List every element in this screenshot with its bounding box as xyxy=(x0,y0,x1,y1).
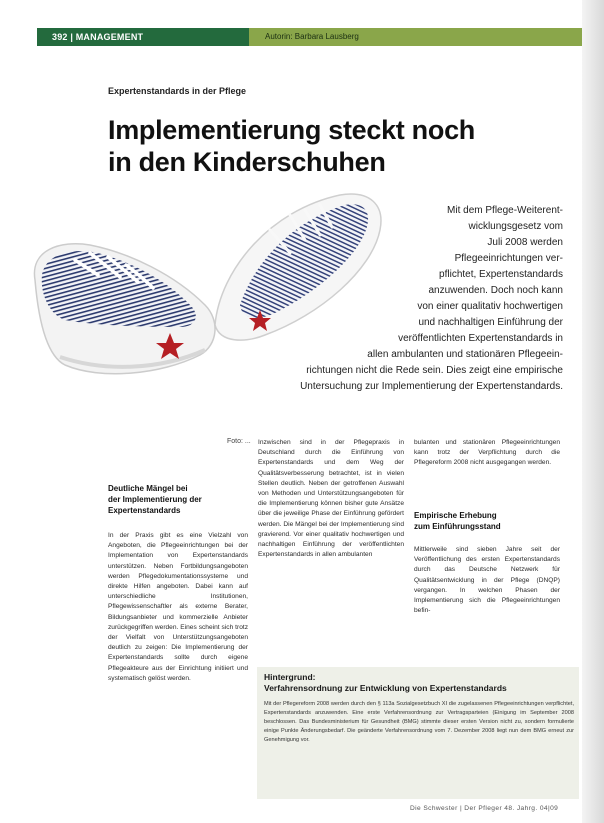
intro-line-11: richtungen nicht die Rede sein. Dies zeigt eine empirische xyxy=(306,365,563,376)
intro-line-3: Juli 2008 werden xyxy=(487,237,563,248)
right-shoe xyxy=(215,194,381,340)
section-label: 392 | MANAGEMENT xyxy=(37,28,249,46)
col1-body xyxy=(108,531,248,799)
col3-body-bottom xyxy=(414,545,560,661)
intro-line-7: von einer qualitativ hochwertigen xyxy=(417,301,563,312)
col3-paragraph-bottom: Mittlerweile sind sieben Jahre seit der Veröffentlichung des ersten Expertenstandards durch das Deutsche Netzwerk für Qualitätsentwicklung in der Pflege (DNQP) vergangen. In welchen Phasen der Implementierung sich die Pflegeeinrichtungen befin- xyxy=(414,546,560,615)
intro-line-4: Pflegeeinrichtungen ver- xyxy=(454,253,563,264)
page-footer: Die Schwester | Der Pfleger 48. Jahrg. 04|09 xyxy=(410,805,559,812)
intro-line-9: veröffentlichten Expertenstandards in xyxy=(398,333,563,344)
header-bar xyxy=(0,28,582,46)
intro-line-6: anzuwenden. Doch noch kann xyxy=(428,285,563,296)
col3-heading xyxy=(414,510,564,532)
photo-credit: Foto: ... xyxy=(227,438,251,445)
box-title-line-2: Verfahrensordnung zur Entwicklung von Expertenstandards xyxy=(264,683,507,693)
left-shoe xyxy=(34,244,215,374)
col3-heading-line-2: zum Einführungsstand xyxy=(414,522,501,531)
box-body xyxy=(264,700,574,745)
col1-heading-line-3: Expertenstandards xyxy=(108,506,181,515)
intro-line-12: Untersuchung zur Implementierung der Expertenstandards. xyxy=(300,381,563,392)
intro-line-5: pflichtet, Expertenstandards xyxy=(439,269,563,280)
baby-shoes-photo xyxy=(20,175,420,435)
col1-paragraph: In der Praxis gibt es eine Vielzahl von Angeboten, die Pflegeeinrichtungen bei der Implementation von Expertenstandards unterstützen. Neben Fortbildungsangeboten werden Pflegedokumentationssysteme und direkte Hilfen angeboten. Dabei kann auf unterschiedliche Institutionen, Pflegewissenschaftler als externe Berater, Bildungsanbieter und kommerzielle Anbieter zurückgegriffen werden. Eines scheint sich trotz der Vielfalt von Unterstützungsangeboten deutlich zu zeigen: Die Implementierung der Expertenstandards sollte durch eigene Pflegeakteure aus der Einrichtung initiiert und systematisch gelöst werden. xyxy=(108,532,248,682)
col1-heading-line-1: Deutliche Mängel bei xyxy=(108,484,188,493)
intro-line-10: allen ambulanten und stationären Pflegeein- xyxy=(367,349,563,360)
intro-line-8: und nachhaltigen Einführung der xyxy=(418,317,563,328)
box-title-line-1: Hintergrund: xyxy=(264,672,316,682)
box-title xyxy=(264,672,574,694)
intro-line-1: Mit dem Pflege-Weiterent- xyxy=(447,205,563,216)
title-line-1: Implementierung steckt noch xyxy=(108,115,475,145)
col2-body xyxy=(258,438,404,660)
col3-paragraph-top: bulanten und stationären Pflegeeinrichtungen kann trotz der Verpflichtung durch die Pflegereform 2008 nicht ausgegangen werden. xyxy=(414,439,560,467)
col3-heading-line-1: Empirische Erhebung xyxy=(414,511,497,520)
author-line: Autorin: Barbara Lausberg xyxy=(249,28,582,46)
box-paragraph: Mit der Pflegereform 2008 werden durch den § 113a Sozialgesetzbuch XI die zugelassenen Pflegeeinrichtungen verpflichtet, Expertenstandards anzuwenden. Eine erste Verfahrensordnung zur Vertragsparteien (Einigung im September 2008 beschlossen. Das Bundesministerium für Gesundheit (BMG) stimmte dieser ersten Version nicht zu, sondern formulierte einige Punkte Änderungsbedarf. Die geänderte Verfahrensordnung vom 7. Dezember 2008 liegt nun dem BMG erneut zur Genehmigung vor. xyxy=(264,701,574,743)
col1-heading xyxy=(108,483,248,516)
intro-line-2: wicklungsgesetz vom xyxy=(468,221,563,232)
col2-paragraph: Inzwischen sind in der Pflegepraxis in Deutschland durch die Einführung von Expertenstandards und dem Weg der Qualitätsverbesserung betrachtet, ist in vielen Stellen deutlich. Neben der getroffenen Auswahl von Methoden und Unterstützungsangeboten für die Implementierung können bisher gute Ansätze über die jeweilige Phase der Einführung gefördert werden. Die Mängel bei der Implementierung sind gravierend. Vor einer qualitativ hochwertigen und nachhaltigen Einführung der veröffentlichten Expertenstandards in allen ambulanten xyxy=(258,439,404,559)
col1-heading-line-2: der Implementierung der xyxy=(108,495,202,504)
col3-body-top xyxy=(414,438,560,500)
article-kicker: Expertenstandards in der Pflege xyxy=(108,86,247,96)
article-title xyxy=(108,114,488,178)
title-line-2: in den Kinderschuhen xyxy=(108,147,386,177)
page-edge-shadow xyxy=(582,0,604,823)
